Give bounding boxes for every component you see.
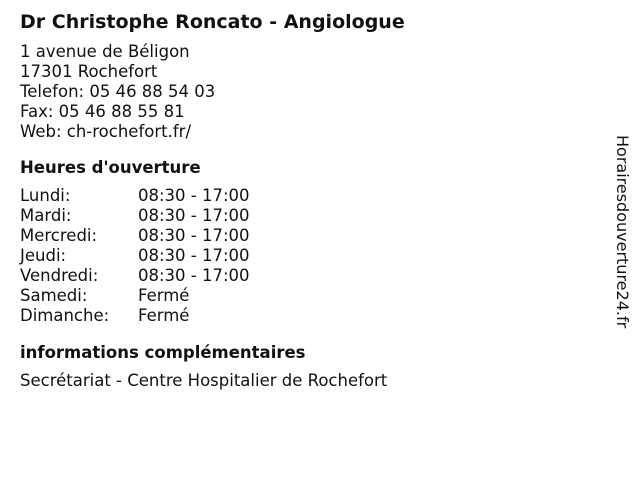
hours-time: Fermé <box>138 306 190 325</box>
website-link[interactable]: Web: ch-rochefort.fr/ <box>20 122 192 141</box>
phone-number[interactable]: Telefon: 05 46 88 54 03 <box>20 82 216 101</box>
hours-time: 08:30 - 17:00 <box>138 246 250 265</box>
info-heading: informations complémentaires <box>20 343 306 362</box>
hours-row <box>20 206 590 226</box>
page-title: Dr Christophe Roncato - Angiologue <box>20 11 405 33</box>
hours-row <box>20 306 590 326</box>
opening-hours-table <box>20 186 590 326</box>
hours-day: Mercredi: <box>20 226 98 245</box>
hours-day: Lundi: <box>20 186 71 205</box>
fax-number: Fax: 05 46 88 55 81 <box>20 102 185 121</box>
hours-heading: Heures d'ouverture <box>20 158 201 177</box>
hours-time: Fermé <box>138 286 190 305</box>
hours-row <box>20 226 590 246</box>
hours-day: Dimanche: <box>20 306 110 325</box>
hours-time: 08:30 - 17:00 <box>138 226 250 245</box>
hours-row <box>20 186 590 206</box>
hours-day: Jeudi: <box>20 246 67 265</box>
hours-row <box>20 266 590 286</box>
info-text: Secrétariat - Centre Hospitalier de Rochefort <box>20 371 388 390</box>
site-brand-watermark: Horairesdouverture24.fr <box>613 135 632 329</box>
hours-time: 08:30 - 17:00 <box>138 186 250 205</box>
hours-day: Samedi: <box>20 286 88 305</box>
address-city: 17301 Rochefort <box>20 62 158 81</box>
hours-day: Vendredi: <box>20 266 99 285</box>
hours-row <box>20 246 590 266</box>
hours-time: 08:30 - 17:00 <box>138 206 250 225</box>
business-card <box>20 9 590 391</box>
hours-row <box>20 286 590 306</box>
hours-day: Mardi: <box>20 206 72 225</box>
hours-time: 08:30 - 17:00 <box>138 266 250 285</box>
address-street: 1 avenue de Béligon <box>20 42 190 61</box>
address-block <box>20 42 590 142</box>
